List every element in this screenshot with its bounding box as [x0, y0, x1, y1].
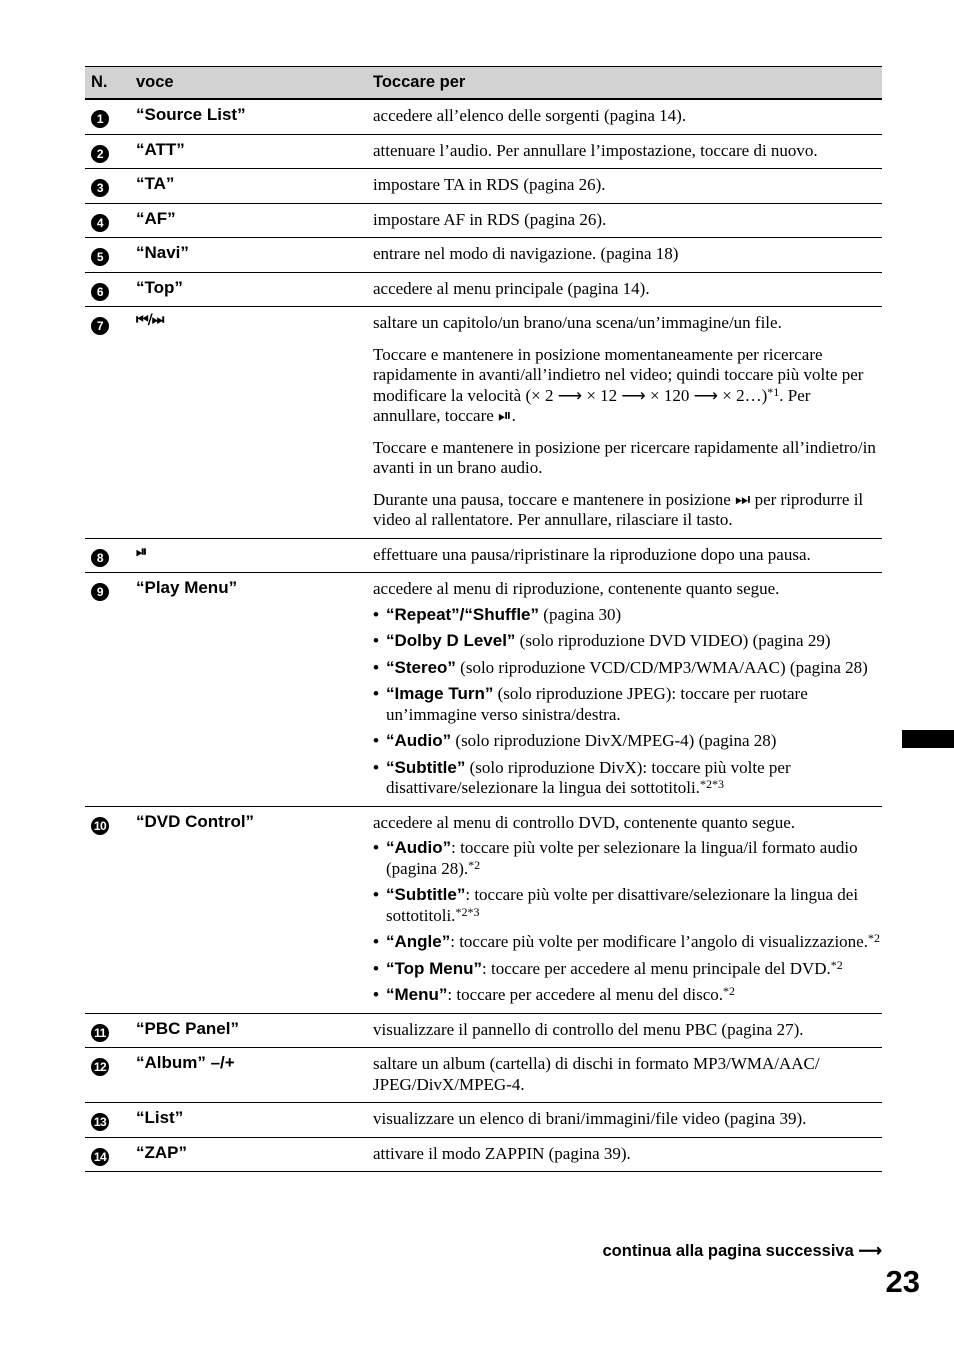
sub-item — [373, 758, 882, 799]
footnote-ref: *2 — [830, 957, 843, 972]
sub-item-text: : toccare più volte per disattivare/selezionare la lingua dei sottotitoli. — [386, 885, 859, 925]
table-row — [85, 573, 882, 807]
sub-item — [373, 605, 882, 626]
item-description — [373, 135, 882, 169]
description-text: Durante una pausa, toccare e mantenere in posizione ⏭ per riprodurre il video al rallentatore. Per annullare, rilasciare il tasto. — [373, 489, 864, 529]
item-number-badge: 10 — [91, 817, 109, 835]
item-voce: “TA” — [136, 174, 175, 193]
table-row — [85, 1014, 882, 1049]
table-body — [85, 100, 882, 1172]
item-number-badge: 9 — [91, 583, 109, 601]
description-text: impostare TA in RDS (pagina 26). — [373, 175, 606, 194]
sub-item-key: “Stereo” — [386, 657, 456, 677]
item-number-badge: 13 — [91, 1113, 109, 1131]
table-row — [85, 238, 882, 273]
sub-item-key: “Repeat”/“Shuffle” — [386, 604, 540, 624]
sub-item-text: (solo riproduzione DVD VIDEO) (pagina 29) — [515, 631, 831, 650]
item-description — [373, 539, 882, 573]
sub-item-key: “Subtitle” — [386, 757, 466, 777]
item-description — [373, 307, 882, 538]
item-number-badge: 11 — [91, 1024, 109, 1042]
sub-item — [373, 985, 882, 1006]
description-text: accedere all’elenco delle sorgenti (pagina 14). — [373, 106, 687, 125]
table-row — [85, 307, 882, 539]
description-text: Toccare e mantenere in posizione per ricercare rapidamente all’indietro/in avanti in un brano audio. — [373, 437, 876, 477]
description-part: Toccare e mantenere in posizione momentaneamente per ricercare rapidamente in avanti/all’indietro nel video; quindi toccare più volte per modificare la velocità (× 2 ⟶ × 12 ⟶ × 120 ⟶ × 2…) — [373, 344, 864, 405]
table-row — [85, 1138, 882, 1173]
sub-item-text: : toccare per accedere al menu principale del DVD. — [482, 958, 831, 978]
description-text: visualizzare un elenco di brani/immagini/file video (pagina 39). — [373, 1109, 807, 1128]
description-intro: accedere al menu di controllo DVD, contenente quanto segue. — [373, 812, 796, 832]
table-row — [85, 807, 882, 1014]
item-description — [373, 1048, 882, 1102]
item-description — [373, 1138, 882, 1172]
sub-item-text: : toccare più volte per selezionare la lingua/il formato audio (pagina 28). — [386, 838, 858, 878]
sub-item — [373, 658, 882, 679]
table-row — [85, 273, 882, 308]
item-voce: “List” — [136, 1108, 184, 1127]
item-voce: “ZAP” — [136, 1142, 187, 1162]
sub-item-text: : toccare per accedere al menu del disco. — [447, 985, 724, 1004]
item-description — [373, 573, 882, 806]
footnote-ref: *2 — [723, 984, 736, 998]
table-row — [85, 135, 882, 170]
description-text: impostare AF in RDS (pagina 26). — [373, 209, 607, 229]
item-number-badge: 6 — [91, 283, 109, 301]
item-voce: ⏮/⏭ — [136, 312, 164, 328]
sub-item-list — [373, 838, 882, 1006]
sub-item-text: (pagina 30) — [539, 604, 622, 624]
item-voce: “Navi” — [136, 243, 189, 262]
description-text: entrare nel modo di navigazione. (pagina 18) — [373, 244, 679, 263]
item-number-badge: 12 — [91, 1058, 109, 1076]
item-description — [373, 238, 882, 272]
item-number-badge: 7 — [91, 317, 109, 335]
sub-item-text: (solo riproduzione DivX): toccare più volte per disattivare/selezionare la lingua dei sottotitoli. — [386, 757, 791, 797]
sub-item — [373, 959, 882, 980]
sub-item-key: “Dolby D Level” — [386, 631, 516, 650]
item-number-badge: 8 — [91, 549, 109, 567]
description-intro: accedere al menu di riproduzione, contenente quanto segue. — [373, 579, 780, 598]
item-description — [373, 1103, 882, 1137]
sub-item-key: “Top Menu” — [386, 958, 482, 978]
item-number-badge: 14 — [91, 1148, 109, 1166]
sub-item-key: “Audio” — [386, 838, 452, 857]
page-number: 23 — [885, 1264, 920, 1299]
sub-item-key: “Angle” — [386, 932, 451, 951]
sub-item-list — [373, 605, 882, 799]
sub-item-key: “Audio” — [386, 731, 452, 750]
item-voce: “Source List” — [136, 105, 246, 124]
description-text: attenuare l’audio. Per annullare l’impostazione, toccare di nuovo. — [373, 140, 818, 160]
footnote-ref: *2 — [468, 857, 481, 872]
description-text — [373, 345, 882, 427]
table-row — [85, 169, 882, 204]
description-text: saltare un capitolo/un brano/una scena/un’immagine/un file. — [373, 313, 782, 332]
item-number-badge: 3 — [91, 179, 109, 197]
footnote-ref: *2*3 — [455, 904, 480, 919]
item-voce: “PBC Panel” — [136, 1018, 239, 1038]
item-voce: “Top” — [136, 277, 183, 297]
continue-note: continua alla pagina successiva ⟶ — [602, 1242, 882, 1260]
item-description — [373, 100, 882, 134]
table-row — [85, 1048, 882, 1103]
table-header — [85, 66, 882, 100]
sub-item-text: (solo riproduzione DivX/MPEG-4) (pagina 28) — [451, 731, 777, 750]
table-row — [85, 100, 882, 135]
item-voce: “AF” — [136, 208, 176, 228]
header-toccare: Toccare per — [373, 73, 466, 91]
item-number-badge: 2 — [91, 145, 109, 163]
item-description — [373, 204, 882, 238]
sub-item — [373, 885, 882, 926]
table-row — [85, 539, 882, 574]
sub-item-key: “Menu” — [386, 985, 448, 1004]
table-row — [85, 1103, 882, 1138]
table-row — [85, 204, 882, 239]
footnote-ref: *2*3 — [699, 777, 724, 791]
sub-item — [373, 731, 882, 752]
sub-item-key: “Image Turn” — [386, 684, 494, 703]
sub-item — [373, 684, 882, 725]
sub-item-text: (solo riproduzione VCD/CD/MP3/WMA/AAC) (pagina 28) — [455, 657, 868, 677]
item-voce: “ATT” — [136, 139, 185, 159]
item-number-badge: 1 — [91, 110, 109, 128]
header-voce: voce — [136, 73, 174, 91]
description-text: saltare un album (cartella) di dischi in formato MP3/WMA/AAC/ JPEG/DivX/MPEG-4. — [373, 1054, 820, 1094]
description-text: visualizzare il pannello di controllo del menu PBC (pagina 27). — [373, 1019, 804, 1039]
sub-item-text: (solo riproduzione JPEG): toccare per ruotare un’immagine verso sinistra/destra. — [386, 684, 808, 724]
description-text: effettuare una pausa/ripristinare la riproduzione dopo una pausa. — [373, 544, 811, 564]
sub-item — [373, 631, 882, 652]
section-tab-marker — [902, 730, 954, 748]
description-part: . Per annullare, toccare ⏯. — [373, 385, 811, 425]
footnote-ref: *1 — [767, 384, 780, 399]
controls-table — [85, 66, 882, 1172]
item-description — [373, 273, 882, 307]
footnote-ref: *2 — [867, 931, 880, 945]
item-voce: ⏯ — [136, 543, 147, 560]
sub-item-key: “Subtitle” — [386, 885, 466, 904]
item-voce: “DVD Control” — [136, 811, 255, 831]
sub-item — [373, 838, 882, 879]
item-description — [373, 1014, 882, 1048]
header-n: N. — [91, 73, 108, 91]
description-text: attivare il modo ZAPPIN (pagina 39). — [373, 1143, 631, 1163]
item-voce: “Album” –/+ — [136, 1053, 235, 1072]
description-text: accedere al menu principale (pagina 14). — [373, 278, 650, 298]
item-number-badge: 4 — [91, 214, 109, 232]
sub-item-text: : toccare più volte per modificare l’angolo di visualizzazione. — [450, 932, 868, 951]
item-voce: “Play Menu” — [136, 578, 238, 597]
item-description — [373, 807, 882, 1013]
item-number-badge: 5 — [91, 248, 109, 266]
sub-item — [373, 932, 882, 953]
item-description — [373, 169, 882, 203]
